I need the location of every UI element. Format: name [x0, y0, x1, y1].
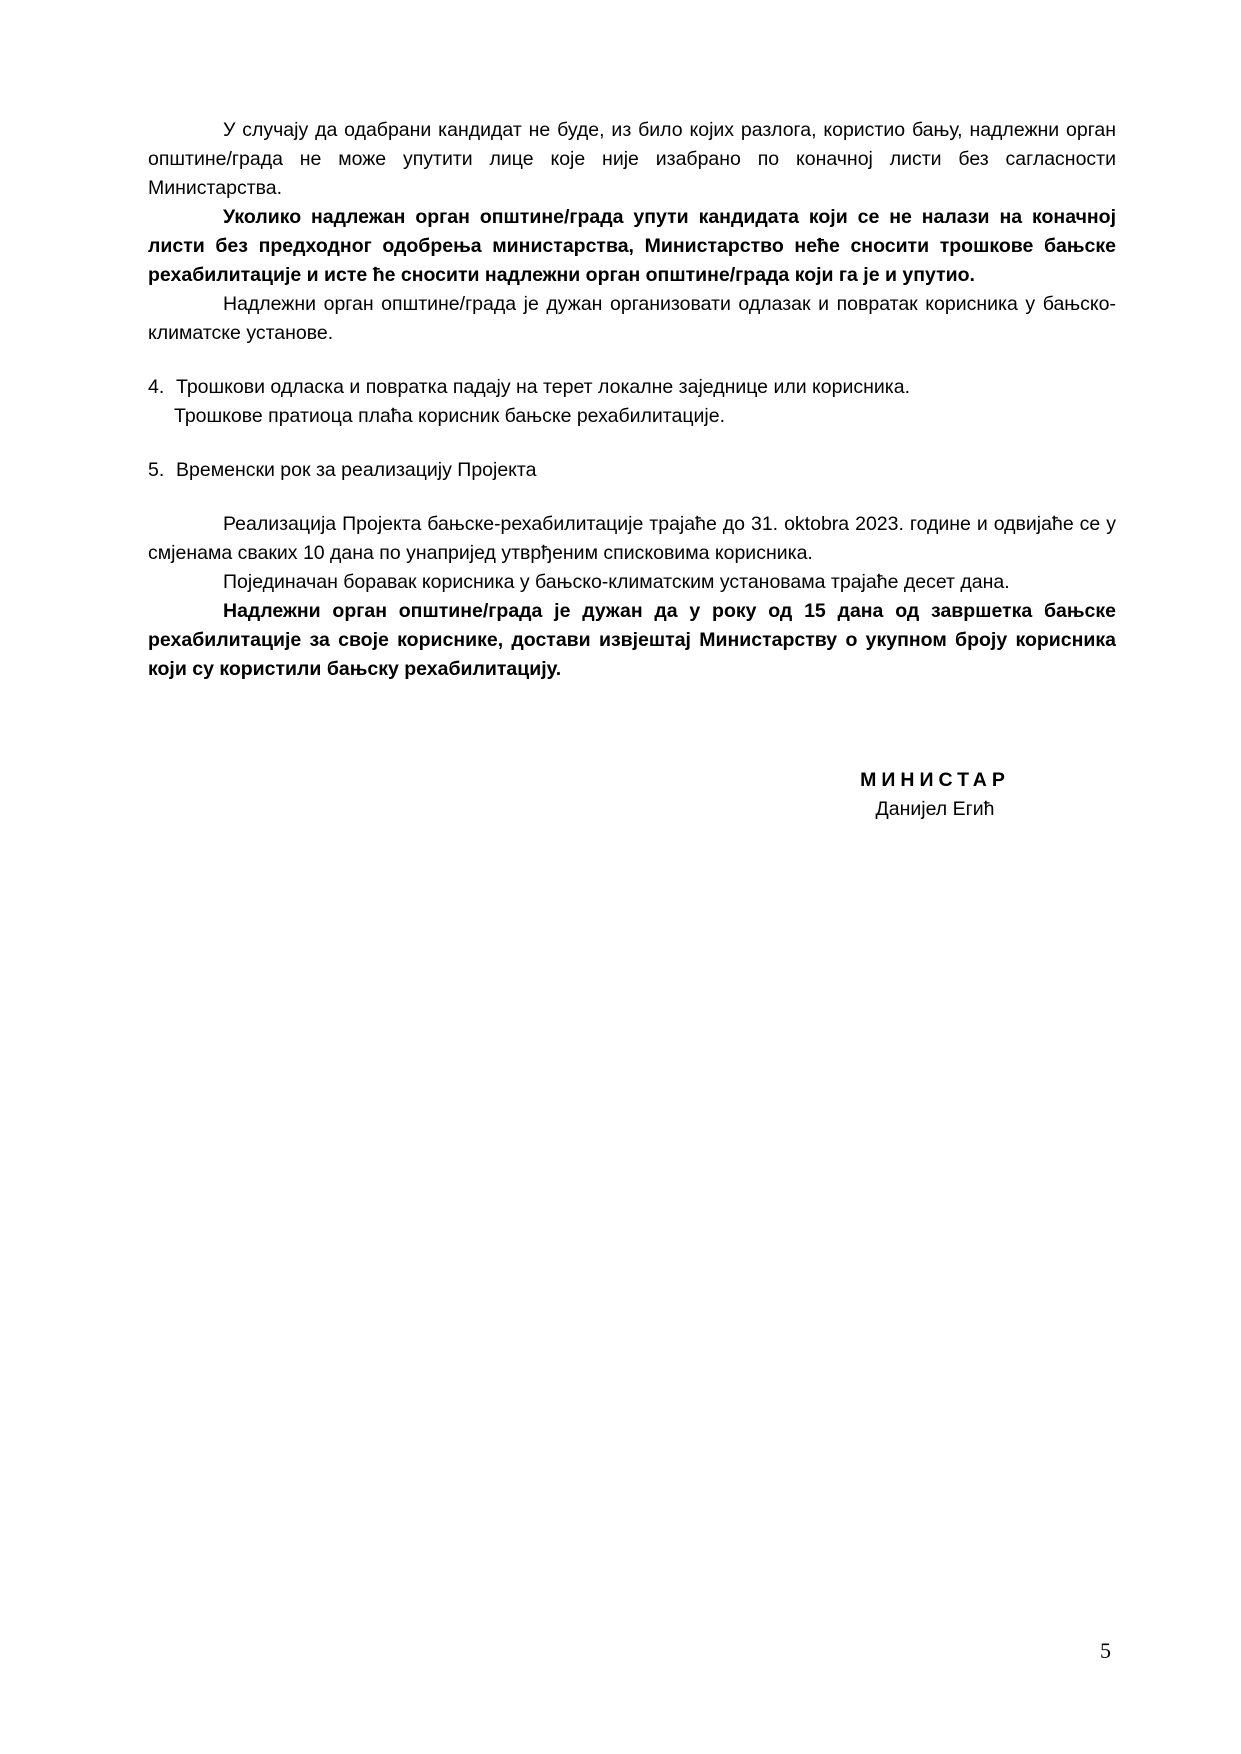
paragraph-transport-organization: Надлежни орган општине/града је дужан организовати одлазак и повратак корисника у бањско-климатске установе.	[148, 293, 1116, 344]
section-4-item	[148, 373, 1116, 402]
document-body	[148, 116, 1116, 684]
section-4-number: 4.	[148, 376, 165, 398]
signature-title: МИНИСТАР	[860, 769, 1010, 791]
section-5-text: Временски рок за реализацију Пројекта	[176, 459, 537, 481]
paragraph-project-duration: Реализација Пројекта бањске-рехабилитације трајаће до 31. oktobra 2023. године и одвијаће се у смјенама сваких 10 дана по унапријед утврђеним списковима корисника.	[148, 513, 1116, 564]
signature-block	[855, 766, 1015, 824]
section-5-number: 5.	[148, 459, 165, 481]
signature-name: Данијел Егић	[875, 798, 995, 820]
page-number: 5	[1100, 1638, 1111, 1663]
paragraph-spa-refusal: У случају да одабрани кандидат не буде, из било којих разлога, користио бању, надлежни орган општине/града не може упутити лице које није изабрано по коначној листи без сагласности Министарства.	[148, 119, 1116, 199]
paragraph-unauthorized-referral: Уколико надлежан орган општине/града упути кандидата који се не налази на коначној листи без предходног одобрења министарства, Министарство неће сносити трошкове бањске рехабилитације и исте ће сносити надлежни орган општине/града који га је и упутио.	[148, 206, 1116, 286]
section-5-heading	[148, 456, 1116, 485]
paragraph-stay-length: Појединачан боравак корисника у бањско-климатским установама трајаће десет дана.	[223, 571, 1010, 593]
section-4-subtext: Трошкове пратиоца плаћа корисник бањске рехабилитације.	[174, 405, 726, 427]
section-4-text: Трошкови одласка и повратка падају на терет локалне заједнице или корисника.	[176, 376, 910, 398]
paragraph-report-obligation: Надлежни орган општине/града је дужан да у року од 15 дана од завршетка бањске рехабилитације за своје кориснике, достави извјештај Министарству о укупном броју корисника који су користили бањску рехабилитацију.	[148, 600, 1116, 680]
